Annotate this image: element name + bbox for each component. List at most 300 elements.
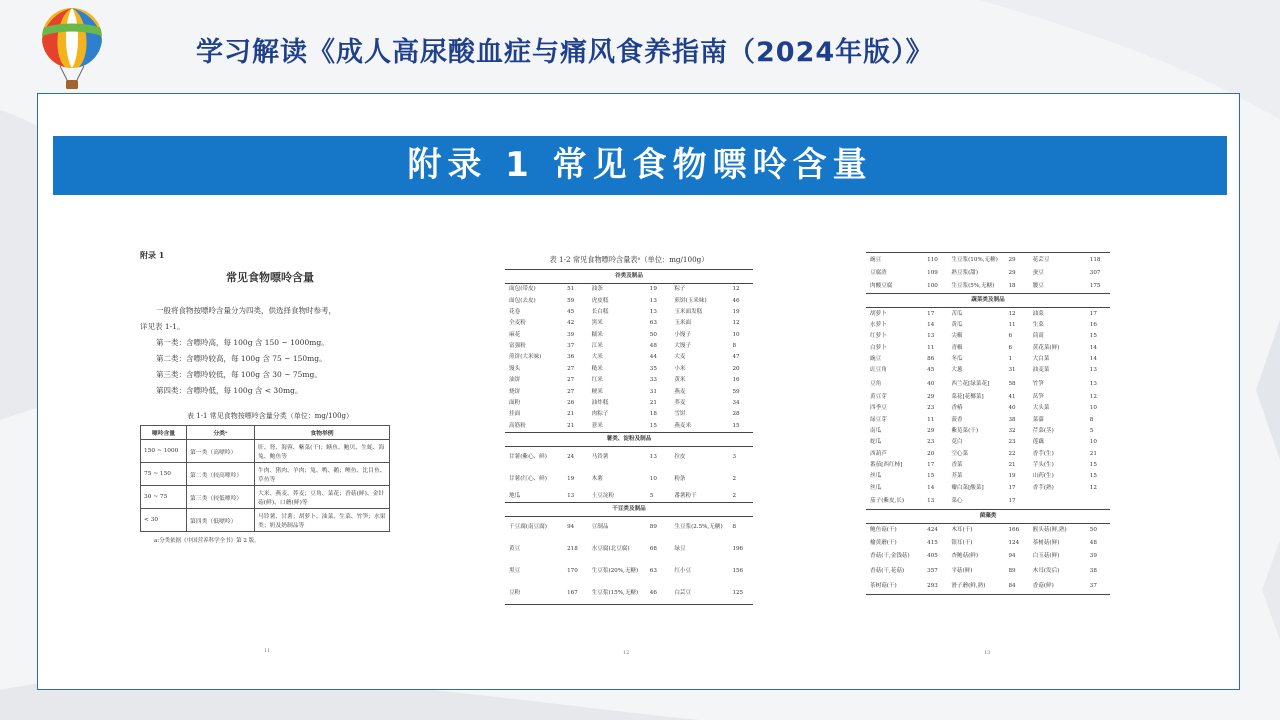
food-name: 胡萝卜 bbox=[870, 310, 887, 317]
purine-value: 59 bbox=[567, 297, 575, 304]
food-name: 雪饼 bbox=[674, 411, 686, 418]
purine-value: 19 bbox=[732, 308, 740, 315]
table-cell: 150 ~ 1000 bbox=[141, 440, 187, 463]
table-row bbox=[866, 483, 1110, 494]
section-header bbox=[866, 294, 1110, 308]
food-name: 丝瓜 bbox=[870, 484, 882, 491]
purine-value: 14 bbox=[927, 484, 935, 491]
category-line: 第四类：含嘌呤低，每 100g 含 < 30mg。 bbox=[156, 386, 303, 395]
purine-value: 63 bbox=[649, 320, 657, 327]
food-name: 腰豆 bbox=[1032, 282, 1044, 289]
food-name: 黄瓜 bbox=[951, 321, 963, 328]
food-name: 莲藕 bbox=[1032, 439, 1044, 446]
purine-value: 13 bbox=[927, 333, 935, 340]
food-name: 粳米 bbox=[591, 388, 603, 395]
purine-value: 40 bbox=[1008, 405, 1016, 412]
purine-value: 109 bbox=[927, 269, 938, 276]
purine-value: 18 bbox=[649, 411, 657, 418]
purine-value: 424 bbox=[927, 527, 938, 534]
purine-value: 20 bbox=[927, 450, 935, 457]
food-name: 煎饼(大米味) bbox=[509, 354, 542, 361]
table-row bbox=[866, 403, 1110, 414]
table-cell: 马铃薯、甘薯；胡萝卜、油菜、生菜、竹笋；水果类；奶及奶制品等 bbox=[255, 509, 390, 532]
food-name: 生豆浆(10%,无糖) bbox=[951, 256, 998, 263]
hot-air-balloon-icon bbox=[36, 6, 108, 94]
table-cell: 大米、燕麦、荞麦；豆角、菜花；香菇(鲜)、金针菇(鲜)、口蘑(鲜)等 bbox=[255, 486, 390, 509]
food-name: 蛇瓜 bbox=[870, 439, 882, 446]
food-name: 冬瓜 bbox=[951, 356, 963, 363]
table-row bbox=[505, 330, 753, 341]
decorative-arrows bbox=[1236, 160, 1280, 680]
purine-value: 156 bbox=[732, 567, 744, 574]
food-name: 肉酸豆腐 bbox=[870, 282, 893, 289]
food-name: 大白菜 bbox=[1032, 356, 1050, 363]
food-name: 虎皮糕 bbox=[591, 297, 609, 304]
table-row bbox=[866, 523, 1110, 538]
purine-value: 13 bbox=[649, 308, 657, 315]
column-header: 嘌呤含量 bbox=[141, 426, 187, 440]
purine-value: 23 bbox=[927, 439, 935, 446]
food-name: 香菇(干,花菇) bbox=[870, 568, 905, 575]
column-header: 分类ᵃ bbox=[187, 426, 255, 440]
table-cell: 第四类（低嘌呤） bbox=[187, 509, 255, 532]
purine-value: 118 bbox=[1089, 256, 1101, 263]
purine-value: 16 bbox=[732, 377, 740, 384]
food-name: 苋白 bbox=[951, 439, 963, 446]
purine-value: 21 bbox=[567, 411, 575, 418]
food-name: 玉米面发糕 bbox=[674, 308, 703, 315]
food-name: 黑米 bbox=[591, 320, 603, 327]
food-name: 茶树菇(干) bbox=[870, 583, 897, 590]
food-name: 平菇(鲜) bbox=[951, 568, 973, 575]
table-row bbox=[505, 468, 753, 490]
purine-value: 40 bbox=[927, 380, 935, 387]
table-row bbox=[866, 494, 1110, 509]
purine-value: 29 bbox=[927, 393, 935, 400]
food-name: 菠香 bbox=[951, 416, 963, 423]
table-row bbox=[141, 440, 390, 463]
purine-value: 24 bbox=[567, 454, 575, 461]
food-name: 黄花菜(鲜) bbox=[1032, 344, 1060, 351]
purine-value: 27 bbox=[567, 377, 575, 384]
table-row bbox=[505, 538, 753, 560]
table-row bbox=[505, 409, 753, 420]
food-name: 番薯粉干 bbox=[674, 492, 697, 499]
food-name: 山药(生) bbox=[1032, 473, 1054, 480]
food-name: 挂面 bbox=[509, 411, 521, 418]
purine-value: 86 bbox=[927, 356, 935, 363]
purine-value: 15 bbox=[1089, 333, 1097, 340]
section-header bbox=[505, 502, 753, 516]
food-name: 油饼 bbox=[509, 377, 521, 384]
food-name: 生豆浆(2.5%,无糖) bbox=[674, 524, 723, 530]
purine-value: 45 bbox=[567, 308, 575, 315]
table-row bbox=[505, 295, 753, 306]
food-name: 木薯 bbox=[591, 475, 603, 482]
table-row bbox=[505, 364, 753, 375]
purine-value: 6 bbox=[1008, 344, 1013, 351]
purine-value bbox=[1088, 494, 1110, 509]
food-name: 香芋(生) bbox=[1032, 450, 1054, 457]
food-name: 大米 bbox=[591, 354, 603, 361]
food-name: 荞麦 bbox=[674, 399, 686, 406]
table-row bbox=[866, 549, 1110, 564]
table-row bbox=[141, 463, 390, 486]
intro-line: 详见表 1-1。 bbox=[140, 322, 185, 331]
food-name: 豌豆 bbox=[870, 256, 882, 263]
food-name: 菜心 bbox=[951, 497, 963, 504]
food-name: 红萝卜 bbox=[870, 333, 887, 340]
purine-value: 307 bbox=[1089, 269, 1101, 276]
food-name: 油菜 bbox=[1032, 310, 1044, 317]
table-row bbox=[866, 343, 1110, 354]
appendix-banner: 附录 1 常见食物嘌呤含量 bbox=[53, 136, 1227, 195]
purine-value: 5 bbox=[1089, 427, 1094, 434]
food-name: 小馒子 bbox=[674, 331, 692, 338]
purine-value: 37 bbox=[567, 343, 575, 350]
food-name: 甘薯(红心、鲜) bbox=[509, 475, 547, 482]
purine-value: 5 bbox=[649, 492, 654, 499]
food-name: 麻花 bbox=[509, 331, 521, 338]
purine-value: 405 bbox=[927, 553, 938, 560]
food-name: 青椒 bbox=[951, 344, 963, 351]
food-name: 香菇(干,金钱菇) bbox=[870, 553, 910, 560]
document-page-2 bbox=[505, 255, 753, 655]
purine-value: 26 bbox=[567, 399, 575, 406]
food-name: 银耳(干) bbox=[951, 540, 973, 547]
purine-value: 33 bbox=[649, 377, 657, 384]
purine-value: 34 bbox=[732, 399, 740, 406]
food-name: 全麦粉 bbox=[509, 320, 526, 327]
purine-value: 15 bbox=[649, 422, 657, 429]
food-name: 茶树菇(鲜) bbox=[1032, 540, 1060, 547]
food-name: 苦瓜 bbox=[951, 310, 963, 317]
purine-value: 27 bbox=[567, 365, 575, 372]
purine-value: 218 bbox=[567, 545, 578, 552]
page-number: 13 bbox=[984, 650, 991, 656]
food-name: 芋头(生) bbox=[1032, 462, 1054, 469]
food-name: 黄米 bbox=[674, 377, 686, 384]
purine-value: 12 bbox=[1008, 310, 1016, 317]
food-name: 肉粽子 bbox=[591, 411, 609, 418]
table-row bbox=[505, 398, 753, 409]
purine-value: 94 bbox=[1008, 553, 1016, 560]
purine-value: 32 bbox=[1008, 427, 1016, 434]
category-line: 第一类：含嘌呤高，每 100g 含 150 ~ 1000mg。 bbox=[156, 338, 329, 347]
page-title: 学习解读《成人高尿酸血症与痛风食养指南（2024年版）》 bbox=[196, 37, 934, 68]
table-row bbox=[141, 486, 390, 509]
purine-value: 35 bbox=[649, 365, 657, 372]
food-name: 黄豆 bbox=[509, 545, 521, 552]
purine-value: 8 bbox=[732, 524, 736, 530]
purine-value: 47 bbox=[732, 354, 740, 361]
purine-value: 10 bbox=[649, 475, 657, 482]
food-name: 大头菜 bbox=[1032, 405, 1050, 412]
table-cell: 75 ~ 150 bbox=[141, 463, 187, 486]
purine-value: 89 bbox=[1008, 568, 1016, 575]
food-name: 香菇(鲜) bbox=[1032, 583, 1054, 590]
purine-value: 38 bbox=[1089, 568, 1097, 575]
food-name: 燕麦 bbox=[674, 388, 686, 395]
food-name: 猴头菇(鲜,熟) bbox=[1032, 527, 1067, 534]
purine-value: 84 bbox=[1008, 583, 1016, 590]
table-row bbox=[505, 386, 753, 397]
food-name: 面包(去皮) bbox=[509, 297, 536, 304]
table-row bbox=[866, 579, 1110, 594]
purine-value: 19 bbox=[567, 475, 575, 482]
food-name: 玉米面 bbox=[674, 320, 692, 327]
purine-value: 170 bbox=[567, 567, 578, 574]
purine-value: 23 bbox=[927, 405, 935, 412]
table-row bbox=[866, 320, 1110, 331]
purine-value: 89 bbox=[649, 524, 657, 530]
table-cell: 牛肉、猪肉、羊肉；兔、鸭、鹅；鲤鱼、比目鱼、草鱼等 bbox=[255, 463, 390, 486]
purine-value: 17 bbox=[1089, 310, 1097, 317]
document-page-3 bbox=[866, 252, 1110, 657]
food-name: 豆制品 bbox=[591, 524, 609, 530]
food-name: 薏米 bbox=[591, 422, 603, 429]
food-name: 富强粉 bbox=[509, 343, 526, 350]
table-row bbox=[866, 460, 1110, 471]
table-row bbox=[505, 582, 753, 604]
food-name: 红米 bbox=[591, 377, 603, 384]
table-caption: 表 1-2 常见食物嘌呤含量表ᵃ（单位：mg/100g） bbox=[549, 255, 709, 264]
table-row bbox=[866, 392, 1110, 403]
table-row bbox=[866, 449, 1110, 460]
page-number: 12 bbox=[623, 650, 630, 656]
purine-value: 21 bbox=[1008, 462, 1016, 469]
purine-value: 46 bbox=[732, 297, 740, 304]
purine-value: 100 bbox=[927, 282, 938, 289]
food-name: 紫苋菜(干) bbox=[951, 427, 979, 434]
purine-value: 124 bbox=[1008, 540, 1020, 547]
food-name: 鲍鱼菇(干) bbox=[870, 527, 897, 534]
category-line: 第三类：含嘌呤较低，每 100g 含 30 ~ 75mg。 bbox=[156, 370, 322, 379]
purine-value: 51 bbox=[567, 286, 575, 293]
food-name: 生豆浆(15%,无糖) bbox=[591, 589, 639, 596]
table-row bbox=[866, 331, 1110, 342]
purine-value: 13 bbox=[1089, 367, 1097, 374]
food-name: 豆粉 bbox=[509, 589, 521, 596]
food-name: 豌豆 bbox=[870, 356, 882, 363]
classification-table bbox=[140, 425, 390, 532]
purine-value: 28 bbox=[732, 411, 740, 418]
food-name: 茼蒿 bbox=[1032, 333, 1044, 340]
table-row bbox=[866, 279, 1110, 294]
purine-value: 29 bbox=[1008, 256, 1016, 263]
food-name: 燕麦米 bbox=[674, 422, 692, 429]
purine-value: 21 bbox=[649, 399, 657, 406]
food-name: 瓣白菜[酸菜] bbox=[951, 484, 984, 491]
food-name: 白玉菇(鲜) bbox=[1032, 553, 1060, 560]
food-name: 绿豆 bbox=[674, 545, 686, 552]
food-name: 黑豆 bbox=[509, 567, 521, 574]
purine-value: 39 bbox=[1089, 553, 1097, 560]
table-cell: 30 ~ 75 bbox=[141, 486, 187, 509]
purine-value: 10 bbox=[1089, 405, 1097, 412]
food-name: 烧饼 bbox=[509, 388, 521, 395]
food-name: 西葫芦 bbox=[870, 450, 887, 457]
food-name: 长白糕 bbox=[591, 308, 609, 315]
food-name: 面包(带皮) bbox=[509, 286, 536, 293]
food-name: 芥菜 bbox=[951, 473, 963, 480]
purine-value: 357 bbox=[927, 568, 938, 575]
food-name: 油麦菜 bbox=[1032, 367, 1050, 374]
page-number: 11 bbox=[264, 648, 271, 654]
food-name: 白萝卜 bbox=[870, 344, 887, 351]
purine-value: 14 bbox=[927, 321, 935, 328]
purine-value: 6 bbox=[1008, 333, 1013, 340]
food-name: 拉皮 bbox=[674, 454, 686, 461]
purine-value: 8 bbox=[732, 343, 736, 350]
purine-value: 23 bbox=[1008, 439, 1016, 446]
food-name: 香芋(熟) bbox=[1032, 484, 1054, 491]
table-caption: 表 1-1 常见食物按嘌呤含量分类（单位：mg/100g） bbox=[186, 412, 354, 420]
table-cell: 第三类（较低嘌呤） bbox=[187, 486, 255, 509]
food-name: 竹笋 bbox=[1032, 380, 1044, 387]
food-name: 粉条 bbox=[674, 475, 686, 482]
table-row bbox=[505, 421, 753, 433]
table-row bbox=[505, 352, 753, 363]
food-name: 粽子 bbox=[674, 286, 686, 293]
table-row bbox=[505, 375, 753, 386]
purine-value: 44 bbox=[649, 354, 657, 361]
table-note: a:分类依据《中国营养科学全书》第 2 版。 bbox=[154, 538, 260, 544]
table-row bbox=[505, 560, 753, 582]
table-row bbox=[866, 426, 1110, 437]
food-name: 番茄[西红柿] bbox=[870, 462, 903, 469]
purine-value: 1 bbox=[1008, 356, 1013, 363]
table-row bbox=[505, 307, 753, 318]
section-title: 薯类、淀粉及制品 bbox=[505, 432, 753, 446]
purine-value: 17 bbox=[1008, 484, 1016, 491]
purine-value: 110 bbox=[927, 256, 938, 263]
table-row bbox=[505, 490, 753, 502]
purine-value: 31 bbox=[649, 388, 657, 395]
purine-value: 196 bbox=[732, 545, 744, 552]
food-name: 甘薯(紫心、鲜) bbox=[509, 454, 547, 461]
purine-value: 166 bbox=[1008, 527, 1020, 534]
table-row bbox=[866, 538, 1110, 549]
food-name bbox=[1029, 494, 1088, 509]
purine-value: 15 bbox=[1089, 462, 1097, 469]
food-name: 芹菜(茎) bbox=[1032, 427, 1054, 434]
purine-value: 167 bbox=[567, 589, 578, 596]
table-row bbox=[505, 446, 753, 468]
food-name: 榆黄蘑(干) bbox=[870, 540, 897, 547]
purine-value: 14 bbox=[1089, 344, 1097, 351]
purine-value: 17 bbox=[1008, 497, 1016, 504]
purine-value: 415 bbox=[927, 540, 938, 547]
purine-value: 13 bbox=[649, 297, 657, 304]
table-row bbox=[866, 377, 1110, 392]
purine-value: 8 bbox=[1089, 416, 1094, 423]
purine-value: 12 bbox=[1089, 484, 1097, 491]
food-name: 江米 bbox=[591, 343, 603, 350]
food-name: 豆角 bbox=[870, 380, 882, 387]
purine-value: 22 bbox=[1008, 450, 1016, 457]
food-name: 糯米 bbox=[591, 331, 603, 338]
purine-value: 15 bbox=[732, 422, 740, 429]
purine-value: 63 bbox=[649, 567, 657, 574]
section-title: 谷类及制品 bbox=[505, 270, 753, 284]
food-name: 豆腐渣 bbox=[870, 269, 887, 276]
table-row bbox=[866, 308, 1110, 320]
appendix-tag: 附录 1 bbox=[140, 250, 165, 260]
food-name: 馒头 bbox=[509, 365, 521, 372]
purine-value: 45 bbox=[927, 367, 935, 374]
table-row bbox=[505, 318, 753, 329]
food-name: 香椿 bbox=[951, 405, 963, 412]
table-row bbox=[866, 471, 1110, 482]
category-line: 第二类：含嘌呤较高，每 100g 含 75 ~ 150mg。 bbox=[156, 354, 327, 363]
table-row bbox=[141, 509, 390, 532]
food-name: 土豆淀粉 bbox=[591, 492, 615, 499]
food-name: 糙米 bbox=[591, 365, 603, 372]
document-page-1 bbox=[140, 250, 400, 660]
food-name: 木耳(发后) bbox=[1032, 568, 1060, 575]
purine-value: 18 bbox=[1008, 282, 1016, 289]
purine-value: 13 bbox=[649, 454, 657, 461]
purine-value: 10 bbox=[732, 331, 740, 338]
purine-value: 11 bbox=[927, 416, 935, 423]
table-row bbox=[866, 268, 1110, 279]
food-name: 油炸糕 bbox=[591, 399, 609, 406]
food-name: 空心菜 bbox=[951, 450, 969, 457]
purine-value: 29 bbox=[927, 427, 935, 434]
section-header bbox=[866, 509, 1110, 523]
purine-value: 21 bbox=[567, 422, 575, 429]
food-name: 木耳(干) bbox=[951, 527, 973, 534]
food-name: 菜花[花椰菜] bbox=[951, 393, 984, 400]
food-name: 煎饼(玉米味) bbox=[674, 297, 707, 304]
section-title: 蔬菜类及制品 bbox=[866, 294, 1110, 308]
purine-value: 68 bbox=[649, 545, 657, 552]
food-name: 黄豆芽 bbox=[870, 393, 887, 400]
purine-value: 42 bbox=[567, 320, 575, 327]
purine-value: 21 bbox=[1089, 450, 1097, 457]
purine-value: 16 bbox=[1089, 321, 1097, 328]
table-row bbox=[866, 437, 1110, 448]
purine-value: 17 bbox=[927, 462, 935, 469]
table-row bbox=[505, 284, 753, 296]
purine-value: 15 bbox=[1089, 473, 1097, 480]
section-header bbox=[505, 432, 753, 446]
food-name: 生菜 bbox=[1032, 321, 1044, 328]
food-name: 西兰花[绿菜花] bbox=[951, 380, 990, 387]
purine-value: 125 bbox=[732, 589, 744, 596]
intro-line: 一般将食物按嘌呤含量分为四类，供选择食物时参考， bbox=[156, 306, 336, 315]
food-name: 茄子(紫皮,长) bbox=[870, 497, 905, 504]
purine-value: 19 bbox=[1008, 473, 1016, 480]
purine-value: 41 bbox=[1008, 393, 1016, 400]
table-row bbox=[505, 341, 753, 352]
section-header bbox=[505, 270, 753, 284]
table-row bbox=[866, 414, 1110, 425]
table-cell: < 30 bbox=[141, 509, 187, 532]
table-row bbox=[866, 253, 1110, 268]
food-name: 大葱 bbox=[951, 367, 963, 374]
food-name: 滑子蘑(鲜,熟) bbox=[951, 583, 986, 590]
purine-value: 59 bbox=[732, 388, 740, 395]
purine-value: 20 bbox=[732, 365, 740, 372]
purine-value: 12 bbox=[732, 286, 740, 293]
food-name: 菜薹 bbox=[1032, 416, 1044, 423]
purine-table-continued bbox=[866, 252, 1110, 595]
purine-value: 11 bbox=[1008, 321, 1016, 328]
food-name: 花卷 bbox=[509, 308, 521, 315]
table-cell: 第二类（较高嘌呤） bbox=[187, 463, 255, 486]
